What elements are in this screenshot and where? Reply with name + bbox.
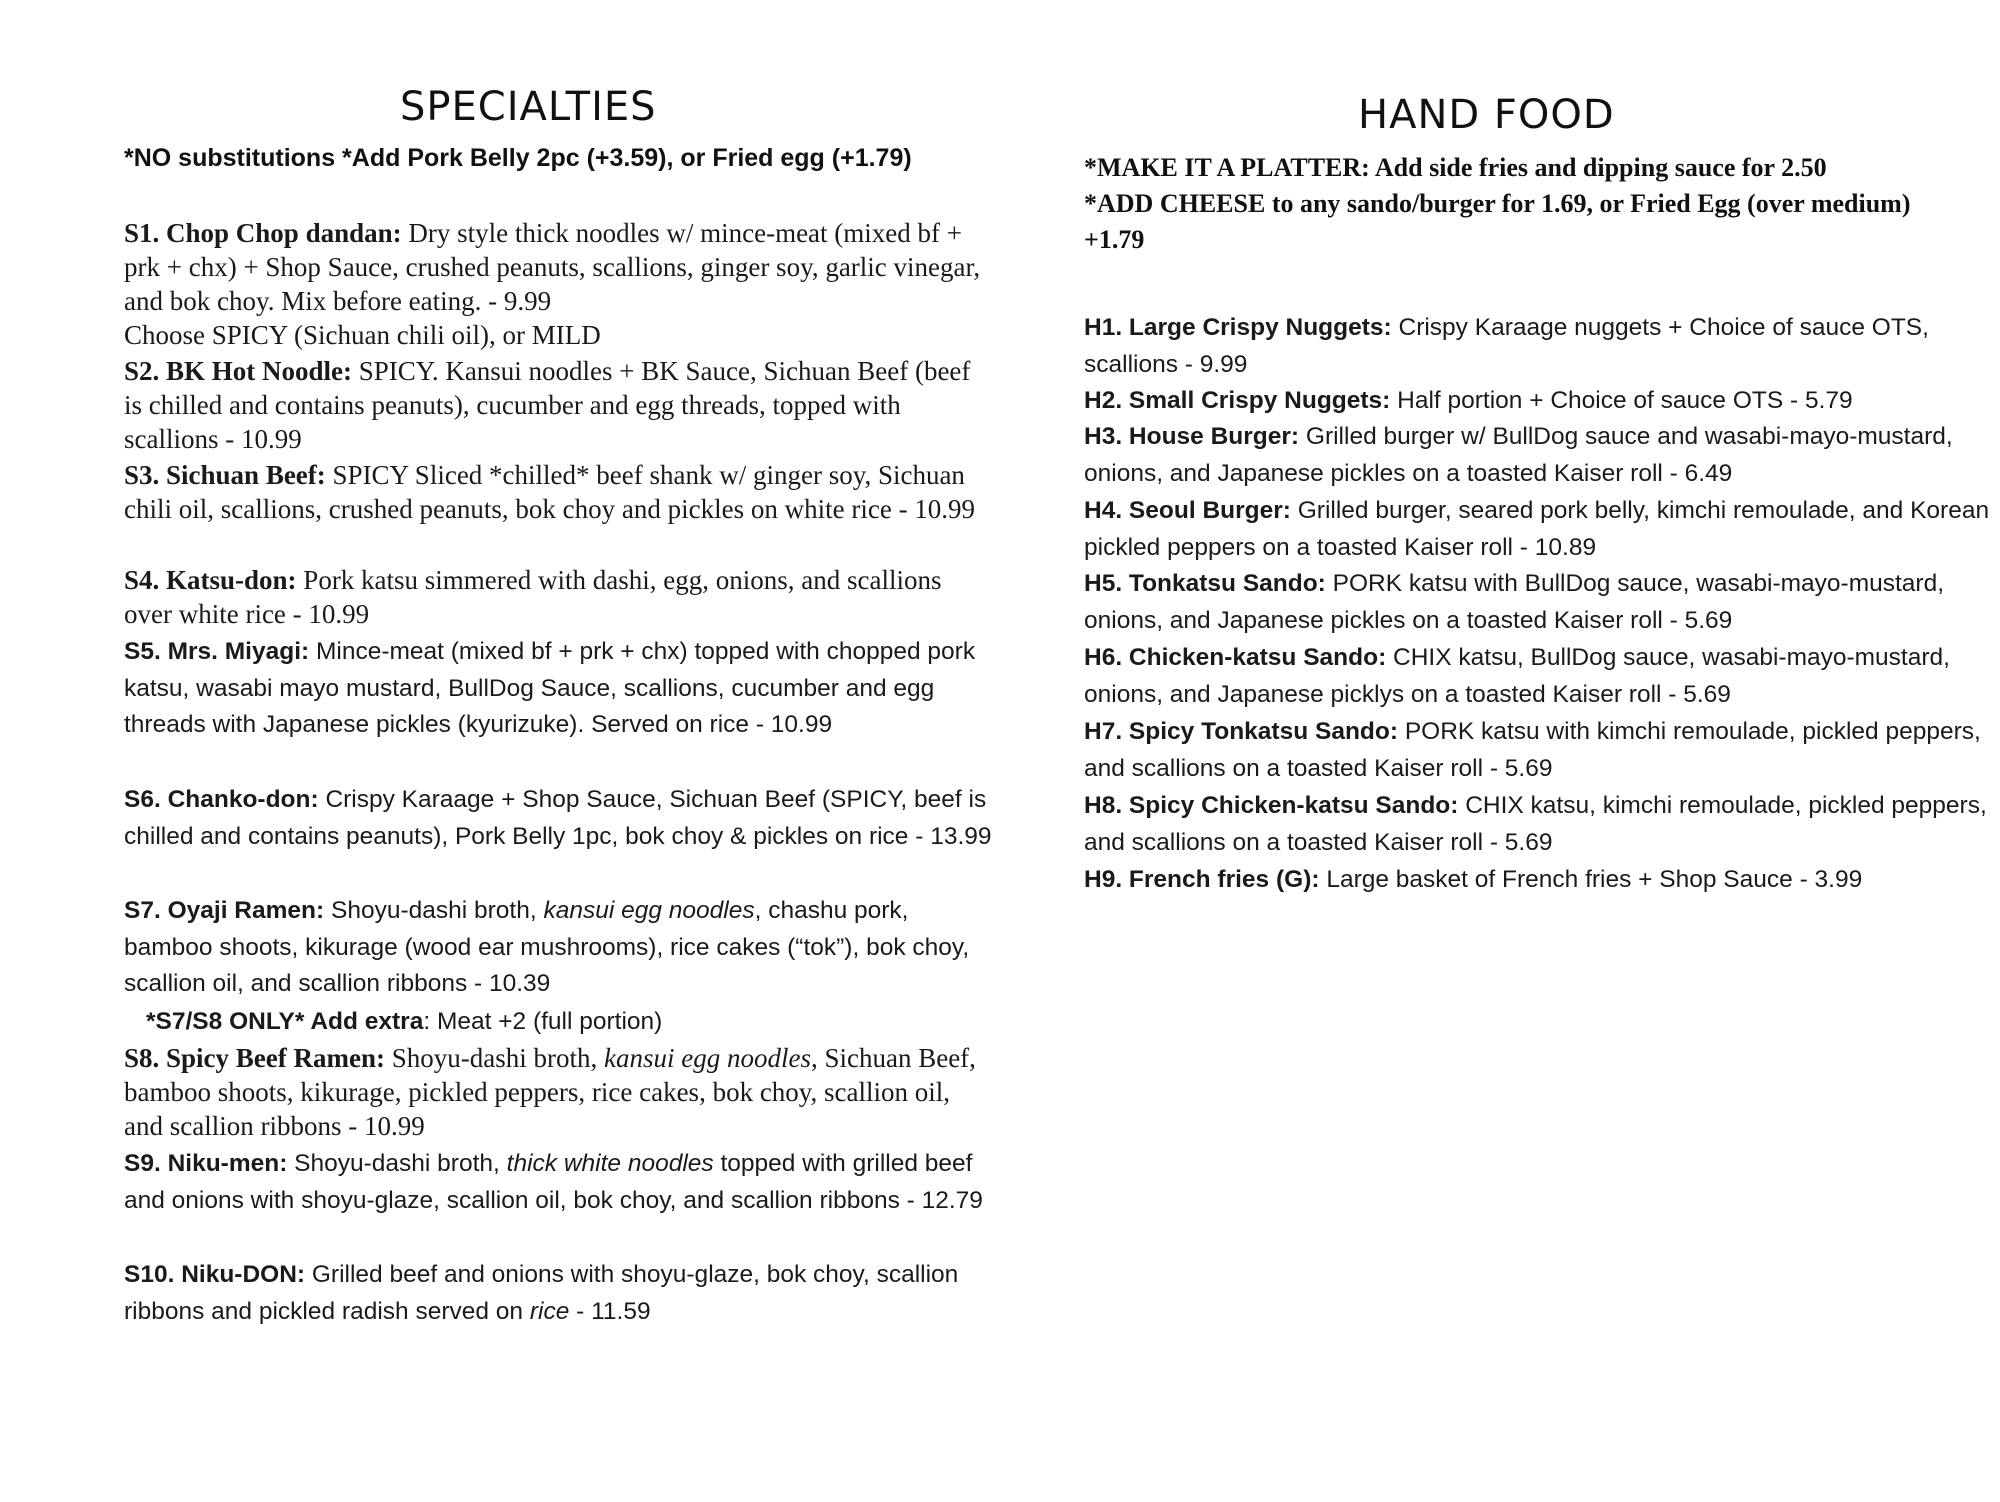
item-description: Mince-meat (mixed bf + prk + chx) topped with chopped pork katsu, wasabi mayo mustard, BullDog Sauce, scallions, cucumber and egg threads with Japanese pickles (kyurizuke). Served on rice - 10.99	[124, 638, 976, 738]
item-description: Half portion + Choice of sauce OTS - 5.79	[1390, 387, 1853, 414]
item-description: Grilled beef and onions with shoyu-glaze, bok choy, scallion ribbons and pickled radish served on	[124, 1261, 959, 1325]
item-description: , chashu pork, bamboo shoots, kikurage (wood ear mushrooms), rice cakes (“tok”), bok choy, scallion oil, and scallion ribbons - 10.39	[124, 897, 970, 997]
menu-item-s5	[124, 634, 994, 744]
item-description: Shoyu-dashi broth,	[324, 897, 544, 924]
menu-item-h1	[1084, 310, 1994, 383]
menu-item-h6	[1084, 640, 1994, 713]
specialties-notice: *NO substitutions *Add Pork Belly 2pc (+3.59), or Fried egg (+1.79)	[124, 144, 912, 172]
item-description: Grilled burger w/ BullDog sauce and wasabi-mayo-mustard, onions, and Japanese pickles on a toasted Kaiser roll - 6.49	[1084, 423, 1953, 487]
item-label: H4. Seoul Burger:	[1084, 497, 1291, 524]
item-label: H8. Spicy Chicken-katsu Sando:	[1084, 792, 1459, 819]
item-description: Shoyu-dashi broth,	[384, 1043, 604, 1073]
item-description: Grilled burger, seared pork belly, kimchi remoulade, and Korean pickled peppers on a toasted Kaiser roll - 10.89	[1084, 497, 1990, 561]
menu-item-s7	[124, 893, 994, 1003]
item-description: , Sichuan Beef, bamboo shoots, kikurage, pickled peppers, rice cakes, bok choy, scallion oil, and scallion ribbons - 10.99	[124, 1043, 976, 1141]
item-description-italic: kansui egg noodles	[603, 1043, 811, 1073]
menu-item-h5	[1084, 566, 1994, 639]
item-description: Large basket of French fries + Shop Sauce - 3.99	[1319, 866, 1863, 893]
menu-item-s6	[124, 782, 994, 855]
item-label: H2. Small Crispy Nuggets:	[1084, 387, 1391, 414]
item-label: *S7/S8 ONLY* Add extra	[146, 1008, 424, 1035]
item-description: Dry style thick noodles w/ mince-meat (mixed bf + prk + chx) + Shop Sauce, crushed peanuts, scallions, ginger soy, garlic vinegar, and bok choy. Mix before eating. - 9.99	[124, 218, 981, 316]
menu-item-s9	[124, 1146, 994, 1219]
item-label: S5. Mrs. Miyagi:	[124, 638, 310, 665]
item-label: H5. Tonkatsu Sando:	[1084, 570, 1326, 597]
hand-food-title: HAND FOOD	[1358, 92, 1615, 138]
menu-item-h8	[1084, 788, 1994, 861]
item-label: S9. Niku-men:	[124, 1150, 288, 1177]
menu-item-h3	[1084, 419, 1994, 492]
item-description-italic: thick white noodles	[506, 1150, 714, 1177]
menu-item-s4	[124, 563, 994, 631]
menu-item-h2	[1084, 383, 1994, 420]
menu-item-s3	[124, 458, 994, 526]
menu-note-s7-s8	[146, 1004, 996, 1041]
item-description: CHIX katsu, BullDog sauce, wasabi-mayo-mustard, onions, and Japanese picklys on a toasted Kaiser roll - 5.69	[1084, 644, 1950, 708]
menu-item-s10	[124, 1257, 994, 1330]
item-description: - 11.59	[569, 1297, 651, 1325]
item-description: PORK katsu with kimchi remoulade, pickled peppers, and scallions on a toasted Kaiser roll - 5.69	[1084, 718, 1981, 782]
item-description-italic: kansui egg noodles	[543, 897, 755, 924]
item-label: S4. Katsu-don:	[124, 565, 297, 595]
item-label: S8. Spicy Beef Ramen:	[124, 1043, 385, 1073]
menu-item-h7	[1084, 714, 1994, 787]
menu-item-s1	[124, 216, 994, 352]
hand-food-notice	[1084, 150, 1964, 258]
item-description: topped with grilled beef and onions with shoyu-glaze, scallion oil, bok choy, and scallion ribbons - 12.79	[124, 1150, 983, 1214]
item-label: S1. Chop Chop dandan:	[124, 218, 402, 248]
menu-item-s2	[124, 354, 994, 456]
item-description: CHIX katsu, kimchi remoulade, pickled peppers, and scallions on a toasted Kaiser roll - 5.69	[1084, 792, 1987, 856]
menu-item-h9	[1084, 862, 1994, 899]
item-label: S10. Niku-DON:	[124, 1261, 306, 1288]
item-label: H7. Spicy Tonkatsu Sando:	[1084, 718, 1399, 745]
item-description: Crispy Karaage nuggets + Choice of sauce OTS, scallions - 9.99	[1084, 314, 1929, 378]
item-label: S3. Sichuan Beef:	[124, 460, 326, 490]
item-label: H6. Chicken-katsu Sando:	[1084, 644, 1387, 671]
item-description: SPICY. Kansui noodles + BK Sauce, Sichuan Beef (beef is chilled and contains peanuts), cucumber and egg threads, topped with scallions - 10.99	[124, 356, 971, 454]
item-label: S7. Oyaji Ramen:	[124, 897, 325, 924]
item-description-italic: rice	[529, 1297, 570, 1325]
item-description: Pork katsu simmered with dashi, egg, onions, and scallions over white rice - 10.99	[124, 565, 942, 629]
item-label: S6. Chanko-don:	[124, 786, 319, 813]
item-note: Choose SPICY (Sichuan chili oil), or MILD	[124, 320, 601, 350]
item-description: Crispy Karaage + Shop Sauce, Sichuan Beef (SPICY, beef is chilled and contains peanuts), Pork Belly 1pc, bok choy & pickles on rice - 13.99	[124, 786, 992, 850]
item-label: H1. Large Crispy Nuggets:	[1084, 314, 1392, 341]
item-label: S2. BK Hot Noodle:	[124, 356, 353, 386]
menu-item-h4	[1084, 493, 1994, 566]
item-label: H9. French fries (G):	[1084, 866, 1320, 893]
item-description: : Meat +2 (full portion)	[423, 1008, 663, 1035]
cheese-notice: *ADD CHEESE to any sando/burger for 1.69, or Fried Egg (over medium) +1.79	[1084, 189, 1911, 254]
platter-notice: *MAKE IT A PLATTER: Add side fries and dipping sauce for 2.50	[1084, 153, 1827, 182]
item-description: SPICY Sliced *chilled* beef shank w/ ginger soy, Sichuan chili oil, scallions, crushed peanuts, bok choy and pickles on white rice - 10.99	[124, 460, 976, 524]
item-description: Shoyu-dashi broth,	[287, 1150, 507, 1177]
menu-item-s8	[124, 1041, 994, 1143]
item-label: H3. House Burger:	[1084, 423, 1300, 450]
item-description: PORK katsu with BullDog sauce, wasabi-mayo-mustard, onions, and Japanese pickles on a toasted Kaiser roll - 5.69	[1084, 570, 1945, 634]
specialties-title: SPECIALTIES	[400, 84, 657, 130]
